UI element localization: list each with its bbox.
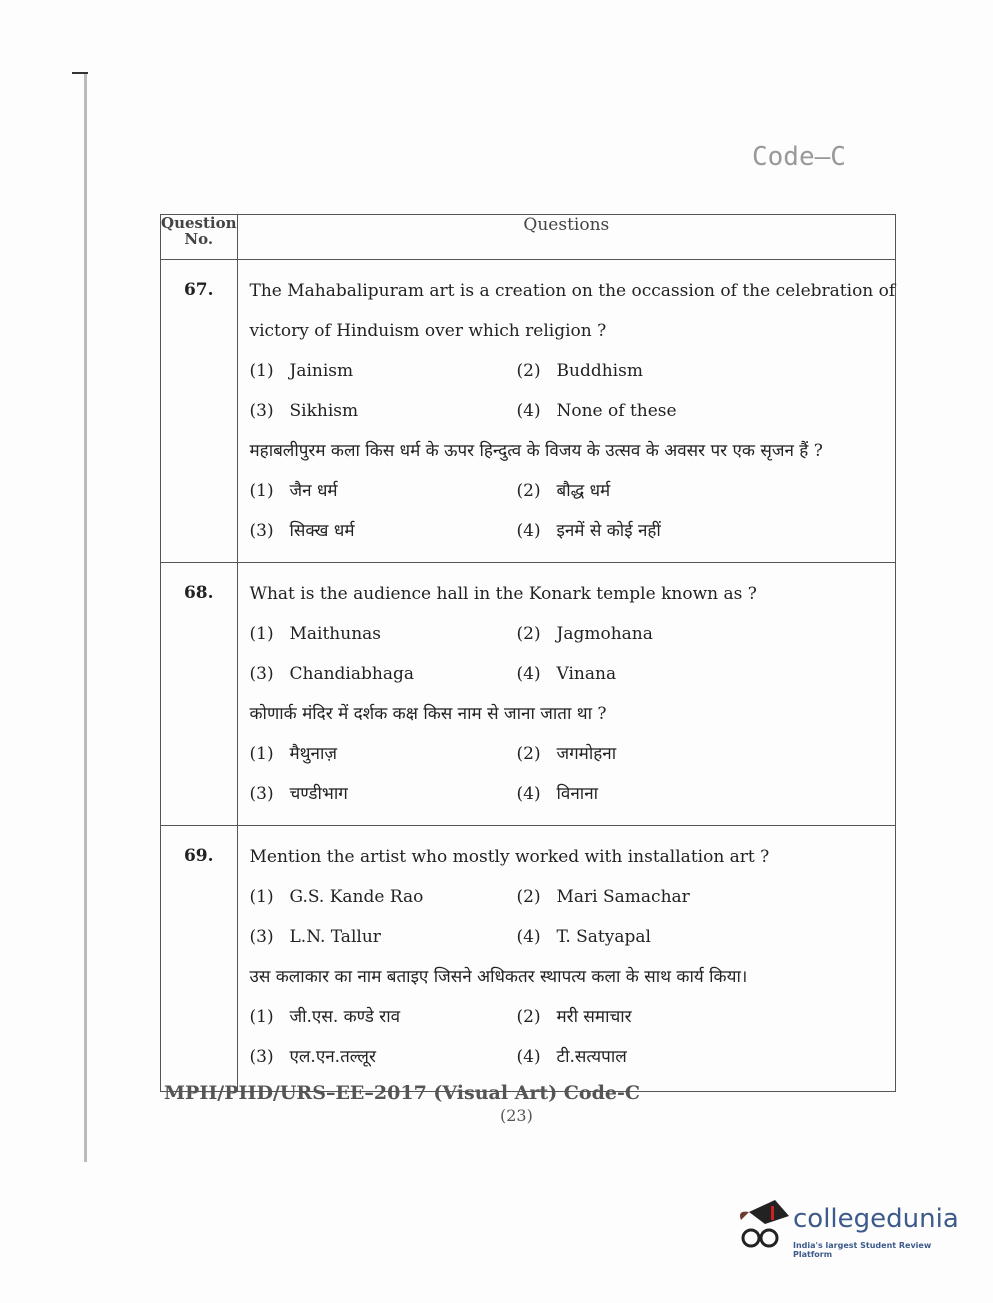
option bbox=[250, 737, 517, 777]
question-number: 68. bbox=[161, 563, 238, 826]
option-text: टी.सत्यपाल bbox=[556, 1047, 627, 1067]
question-number: 69. bbox=[161, 826, 238, 1092]
option-number: (3) bbox=[249, 927, 274, 947]
code-label: Code–C bbox=[752, 142, 846, 172]
question-text: What is the audience hall in the Konark temple known as ? bbox=[249, 584, 757, 604]
collegedunia-logo bbox=[735, 1198, 965, 1268]
question-body bbox=[237, 826, 896, 1092]
option-number: (3) bbox=[249, 521, 274, 541]
question-body bbox=[237, 563, 896, 826]
option-number: (1) bbox=[249, 361, 274, 381]
option-number: (1) bbox=[249, 481, 274, 501]
option bbox=[250, 880, 517, 920]
mascot-icon bbox=[735, 1198, 791, 1258]
questions-table bbox=[160, 214, 896, 1092]
option bbox=[517, 394, 784, 434]
question-text: The Mahabalipuram art is a creation on the occassion of the celebration of bbox=[249, 281, 896, 301]
option bbox=[250, 474, 517, 514]
option-text: Vinana bbox=[556, 664, 617, 684]
option bbox=[517, 920, 784, 960]
option bbox=[250, 617, 517, 657]
option bbox=[250, 1000, 517, 1040]
option-text: एल.एन.तल्लूर bbox=[289, 1047, 376, 1067]
option-number: (1) bbox=[249, 1007, 274, 1027]
column-header-number: Question No. bbox=[161, 215, 238, 260]
option-text: None of these bbox=[556, 401, 677, 421]
option bbox=[250, 777, 517, 817]
option bbox=[250, 657, 517, 697]
option-number: (2) bbox=[516, 361, 541, 381]
option-number: (1) bbox=[249, 887, 274, 907]
option-number: (4) bbox=[516, 664, 541, 684]
option-number: (2) bbox=[516, 624, 541, 644]
option-number: (3) bbox=[249, 1047, 274, 1067]
option-text: विनाना bbox=[556, 784, 599, 804]
question-body bbox=[237, 260, 896, 563]
option-text: Mari Samachar bbox=[556, 887, 690, 907]
option bbox=[517, 1040, 784, 1080]
column-header-questions: Questions bbox=[237, 215, 896, 260]
question-text: victory of Hinduism over which religion ? bbox=[249, 321, 607, 341]
option-text: G.S. Kande Rao bbox=[289, 887, 424, 907]
option-text: मैथुनाज़ bbox=[289, 744, 337, 764]
option-text: Jagmohana bbox=[556, 624, 653, 644]
option-text: बौद्ध धर्म bbox=[556, 481, 611, 501]
question-row bbox=[161, 563, 896, 826]
option bbox=[517, 514, 784, 554]
option-text: T. Satyapal bbox=[556, 927, 651, 947]
logo-tagline: India's largest Student Review Platform bbox=[793, 1241, 932, 1259]
page-edge bbox=[84, 72, 87, 1162]
option-number: (3) bbox=[249, 401, 274, 421]
option-number: (2) bbox=[516, 887, 541, 907]
option-text: सिक्ख धर्म bbox=[289, 521, 355, 541]
option bbox=[250, 920, 517, 960]
option-text: जैन धर्म bbox=[289, 481, 338, 501]
question-text-hindi: कोणार्क मंदिर में दर्शक कक्ष किस नाम से जाना जाता था ? bbox=[249, 704, 607, 724]
option bbox=[517, 1000, 784, 1040]
option bbox=[250, 354, 517, 394]
option-text: L.N. Tallur bbox=[289, 927, 381, 947]
option bbox=[517, 657, 784, 697]
question-row bbox=[161, 260, 896, 563]
question-row bbox=[161, 826, 896, 1092]
option-number: (3) bbox=[249, 664, 274, 684]
option-text: चण्डीभाग bbox=[289, 784, 348, 804]
option-text: जी.एस. कण्डे राव bbox=[289, 1007, 401, 1027]
question-number: 67. bbox=[161, 260, 238, 563]
option bbox=[517, 354, 784, 394]
option-number: (4) bbox=[516, 521, 541, 541]
option-text: Sikhism bbox=[289, 401, 359, 421]
option-text: मरी समाचार bbox=[556, 1007, 632, 1027]
option-number: (3) bbox=[249, 784, 274, 804]
question-text-hindi: महाबलीपुरम कला किस धर्म के ऊपर हिन्दुत्व के विजय के उत्सव के अवसर पर एक सृजन हैं ? bbox=[249, 441, 823, 461]
option bbox=[250, 394, 517, 434]
option bbox=[517, 474, 784, 514]
option-text: जगमोहना bbox=[556, 744, 617, 764]
option-number: (1) bbox=[249, 744, 274, 764]
logo-brand: collegedunia bbox=[793, 1204, 959, 1234]
option-number: (2) bbox=[516, 744, 541, 764]
footer-text: MPH/PHD/URS–EE–2017 (Visual Art) Code-C bbox=[164, 1082, 640, 1104]
option-number: (4) bbox=[516, 1047, 541, 1067]
option-number: (2) bbox=[516, 481, 541, 501]
page-edge-mark bbox=[72, 72, 88, 74]
option-number: (2) bbox=[516, 1007, 541, 1027]
option-text: Chandiabhaga bbox=[289, 664, 414, 684]
option-number: (4) bbox=[516, 784, 541, 804]
option bbox=[250, 1040, 517, 1080]
question-text: Mention the artist who mostly worked with installation art ? bbox=[249, 847, 770, 867]
option-number: (4) bbox=[516, 401, 541, 421]
option bbox=[517, 777, 784, 817]
option-text: Maithunas bbox=[289, 624, 382, 644]
option bbox=[517, 737, 784, 777]
option-number: (4) bbox=[516, 927, 541, 947]
option bbox=[517, 880, 784, 920]
option-text: इनमें से कोई नहीं bbox=[556, 521, 661, 541]
option bbox=[517, 617, 784, 657]
option bbox=[250, 514, 517, 554]
option-text: Buddhism bbox=[556, 361, 643, 381]
option-number: (1) bbox=[249, 624, 274, 644]
page-number: (23) bbox=[500, 1106, 533, 1125]
option-text: Jainism bbox=[289, 361, 354, 381]
question-text-hindi: उस कलाकार का नाम बताइए जिसने अधिकतर स्थापत्य कला के साथ कार्य किया। bbox=[249, 967, 748, 987]
